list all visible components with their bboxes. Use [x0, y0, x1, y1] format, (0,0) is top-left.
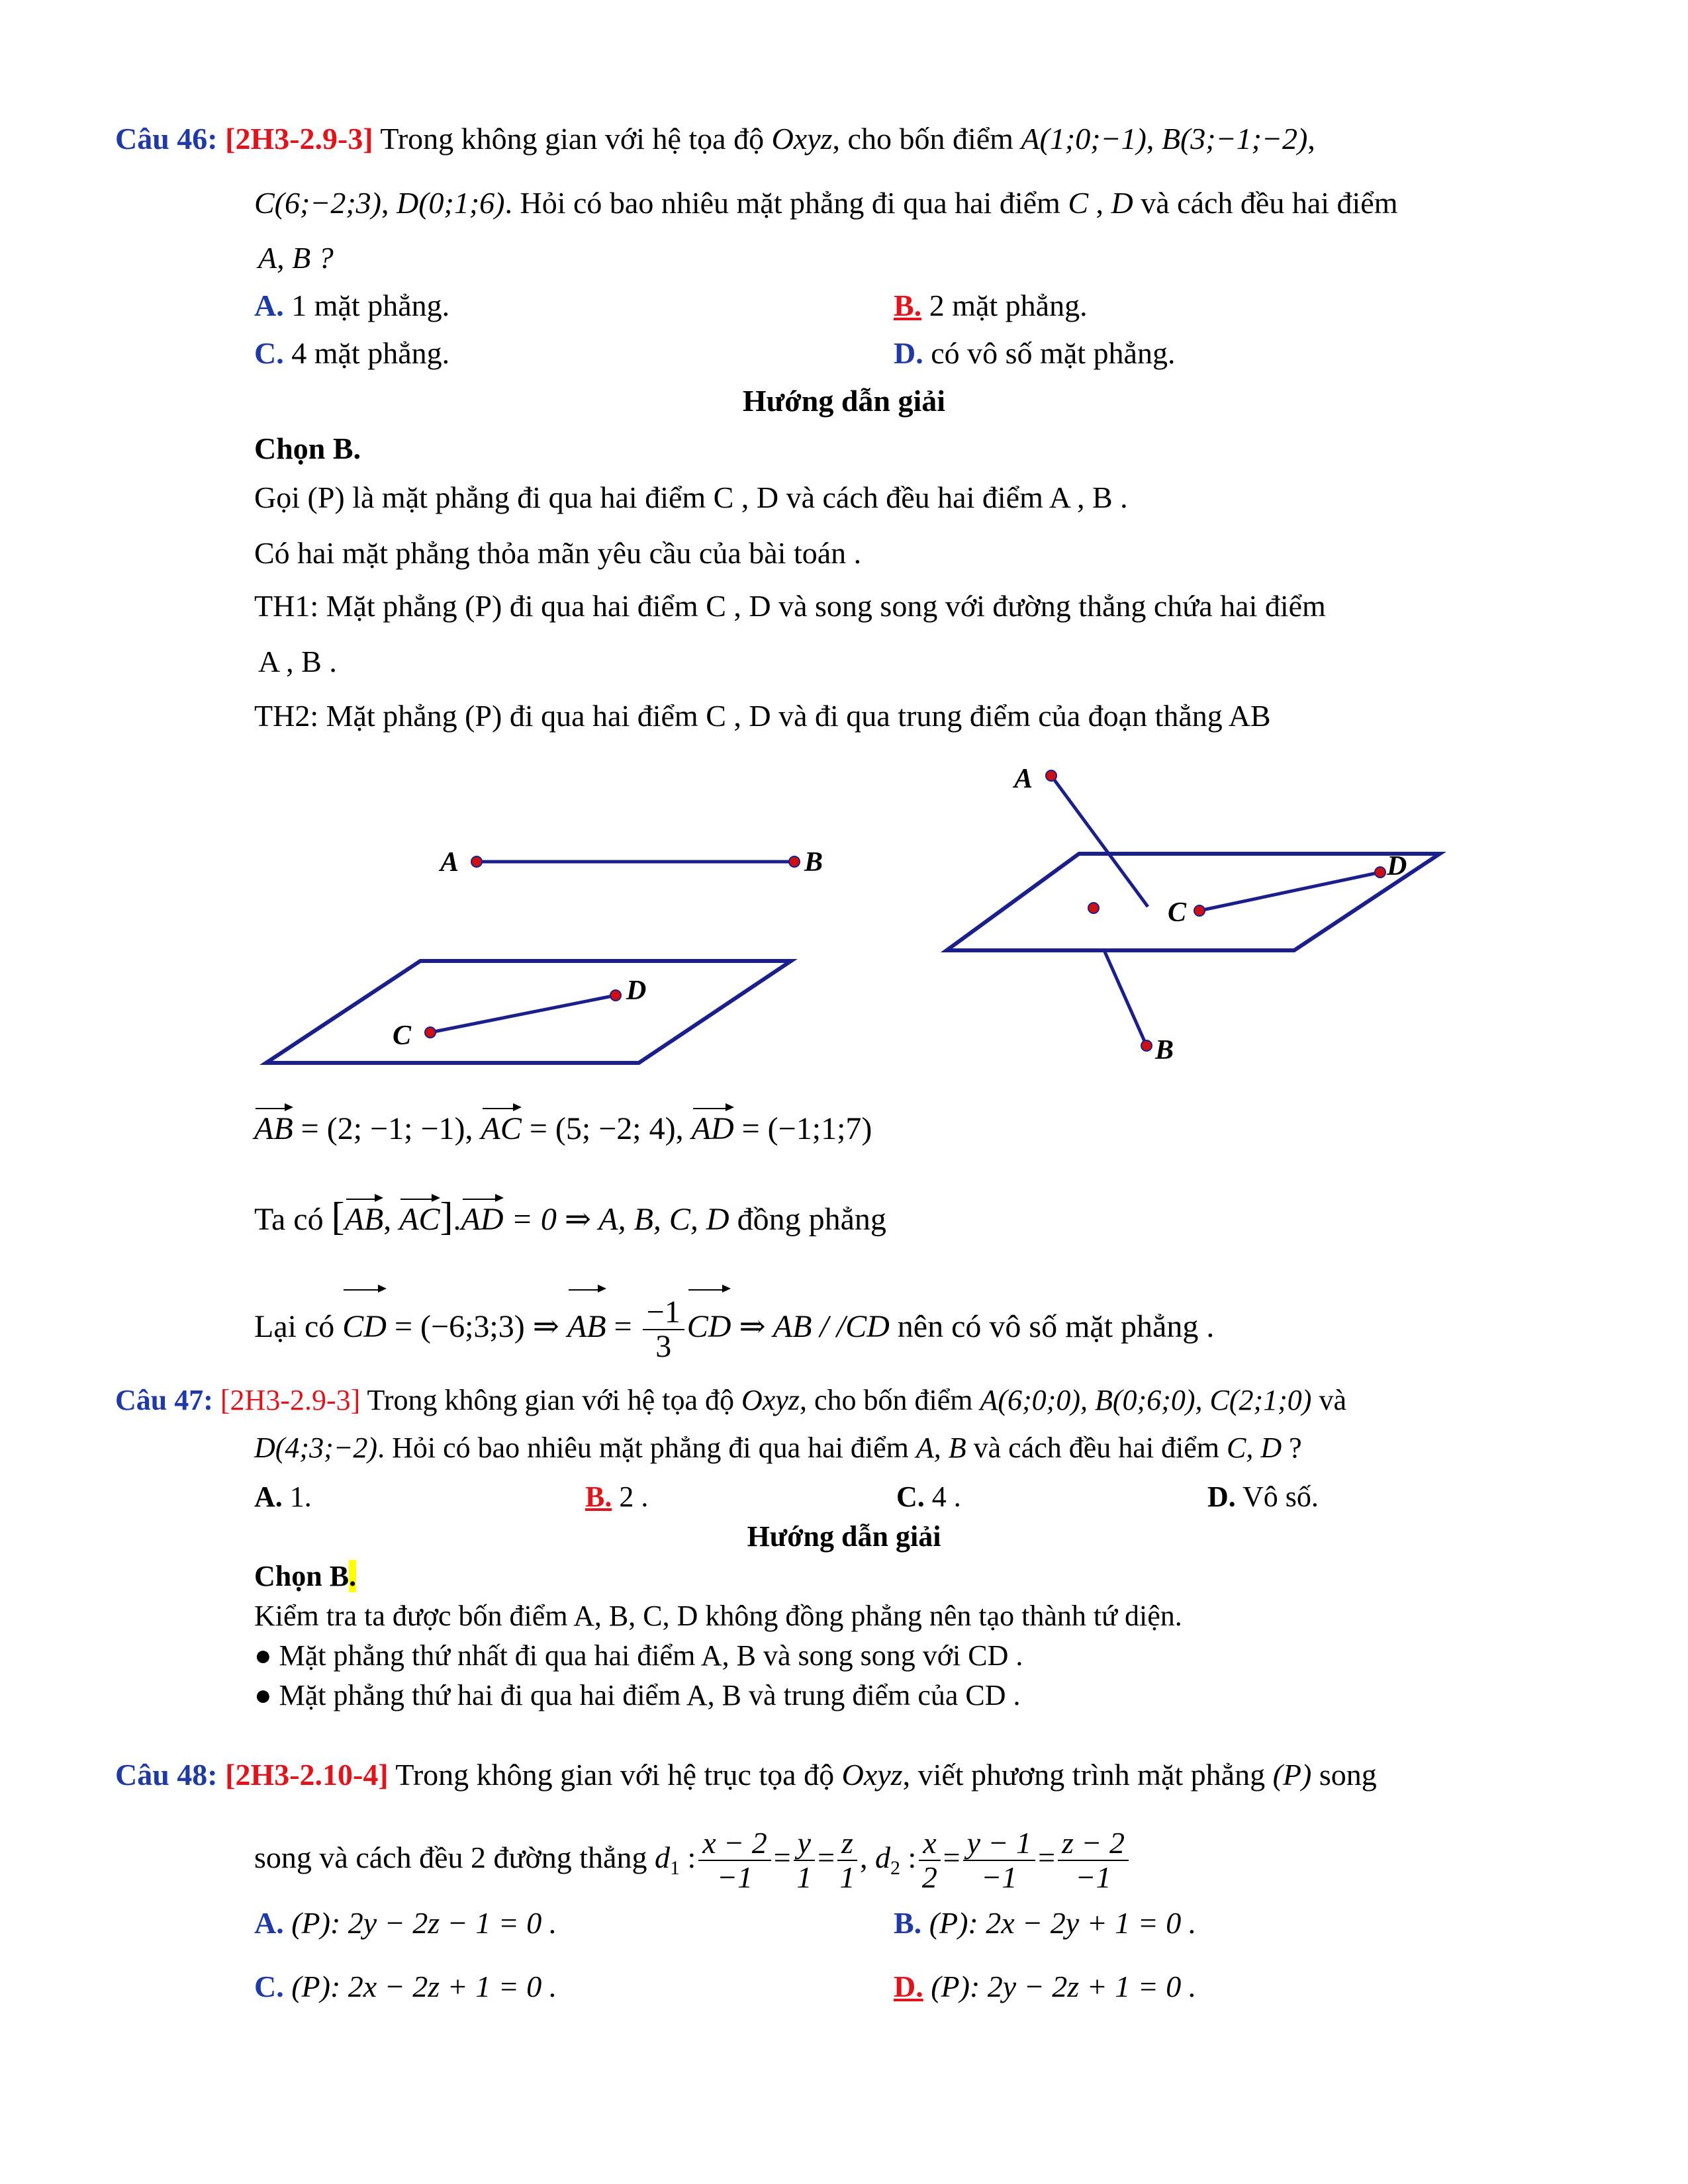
q47-option-b-key: B.	[585, 1480, 612, 1513]
q47-option-b[interactable]	[585, 1477, 648, 1517]
q48-d2-f2n: y − 1	[963, 1827, 1035, 1861]
q47-option-c-text: 4 .	[924, 1480, 961, 1513]
q48-option-c-text: (P): 2x − 2z + 1 = 0 .	[283, 1970, 557, 2003]
q48-d2-sub: 2	[890, 1857, 900, 1880]
q46-label: Câu 46:	[115, 122, 218, 156]
fig-right-label-b: B	[1155, 1035, 1174, 1066]
q48-d1-f3n: z	[837, 1827, 857, 1861]
fig-right-label-a: A	[1014, 764, 1033, 794]
q47-option-d[interactable]	[1207, 1477, 1319, 1517]
q47-and: và	[1311, 1384, 1346, 1416]
q46-figure-right	[927, 754, 1456, 1085]
q46-figure-left	[252, 821, 823, 1079]
q46-stem-line2: C(6;−2;3), D(0;1;6). Hỏi có bao nhiêu mặt phẳng đi qua hai điểm C , D và cách đều hai điểm	[254, 186, 1398, 220]
q48-d1-sub: 1	[669, 1857, 680, 1880]
q46-stem1: Trong không gian với hệ tọa độ	[373, 122, 772, 156]
q46-stem-line3: A, B ?	[258, 241, 334, 275]
coplanar-tail: đồng phẳng	[737, 1202, 886, 1237]
q46-option-c-text: 4 mặt phẳng.	[283, 336, 450, 370]
vec-ab: AB	[254, 1109, 293, 1149]
q48-option-a[interactable]	[254, 1903, 557, 1943]
q48-option-b-key: B.	[894, 1906, 922, 1940]
q46-sol-1: Gọi (P) là mặt phẳng đi qua hai điểm C , D và cách đều hai điểm A , B .	[254, 480, 1128, 514]
vec-ac: AC	[481, 1109, 522, 1149]
q48-option-c-key: C.	[254, 1970, 284, 2003]
q47-option-a-key: A.	[254, 1480, 283, 1513]
q46-option-b[interactable]	[894, 286, 1088, 326]
q46-option-d-key: D.	[894, 336, 923, 370]
q46-guide-heading: Hướng dẫn giải	[742, 384, 946, 418]
q48-d2-f2d: −1	[981, 1860, 1017, 1895]
q48-d2: d	[874, 1841, 890, 1874]
vec-ac-val: = (5; −2; 4),	[521, 1111, 692, 1146]
parallel-pre: Lại có	[254, 1309, 343, 1344]
q48-option-c[interactable]	[254, 1967, 557, 2007]
q46-point-b: B(3;−1;−2)	[1161, 122, 1308, 156]
q46-option-c-key: C.	[254, 336, 284, 370]
q46-coplanar-line: Ta có [AB, AC].AD = 0 ⇒ A, B, C, D đồng phẳng	[254, 1195, 886, 1238]
q47-sol-1: Kiểm tra ta được bốn điểm A, B, C, D không đồng phẳng nên tạo thành tứ diện.	[254, 1600, 1182, 1632]
q48-stem3: song	[1311, 1758, 1377, 1792]
q46-parallel-line: Lại có CD = (−6;3;3) ⇒ AB = $\frac{-1}{3}$ CD ⇒ AB / /CD nên có vô số mặt phẳng .	[254, 1291, 1214, 1363]
q48-stem2: , viết phương trình mặt phẳng	[902, 1758, 1273, 1792]
q46-sol-2: Có hai mặt phẳng thỏa mãn yêu cầu của bài toán .	[254, 536, 862, 570]
q46-stem2: , cho bốn điểm	[832, 122, 1021, 156]
q46-sol-5: TH2: Mặt phẳng (P) đi qua hai điểm C , D và đi qua trung điểm của đoạn thẳng AB	[254, 699, 1271, 733]
q48-d2-frac3	[1058, 1827, 1129, 1894]
q48-option-b-text: (P): 2x − 2y + 1 = 0 .	[921, 1906, 1197, 1940]
q47-label: Câu 47:	[115, 1384, 213, 1416]
q46-point-c: C(6;−2;3)	[254, 186, 381, 220]
fig-left-label-a: A	[440, 847, 459, 878]
q48-label: Câu 48:	[115, 1758, 218, 1792]
q46-option-a[interactable]	[254, 286, 449, 326]
q47-option-a-text: 1.	[282, 1480, 312, 1513]
q46-stem-line1: Câu 46: [2H3-2.9-3] Trong không gian với hệ tọa độ Oxyz, cho bốn điểm A(1;0;−1), B(3;−1;−2),	[115, 122, 1315, 156]
q47-guide-heading: Hướng dẫn giải	[747, 1520, 941, 1553]
q48-d2-frac2	[963, 1827, 1035, 1894]
q48-d1-f2d: 1	[796, 1860, 812, 1895]
q46-option-a-text: 1 mặt phẳng.	[283, 289, 450, 322]
q47-oxyz: Oxyz	[741, 1384, 800, 1416]
q48-stem4: song và cách đều 2 đường thẳng	[254, 1841, 655, 1874]
q46-point-a: A(1;0;−1)	[1021, 122, 1147, 156]
vec-ad-val: = (−1;1;7)	[733, 1111, 872, 1146]
q47-option-d-text: Vô số.	[1235, 1480, 1319, 1513]
fig-right-label-d: D	[1387, 851, 1407, 882]
q46-stem3: . Hỏi có bao nhiêu mặt phẳng đi qua hai điểm	[504, 186, 1068, 220]
coplanar-pre: Ta có	[254, 1202, 332, 1237]
q48-d2-f1d: 2	[921, 1860, 937, 1895]
q47-option-d-key: D.	[1207, 1480, 1236, 1513]
q46-option-d-text: có vô số mặt phẳng.	[923, 336, 1176, 370]
q47-choose-text: Chọn B	[254, 1560, 350, 1592]
parallel-cd-val: = (−6;3;3) ⇒	[386, 1309, 567, 1344]
parallel-den: 3	[655, 1328, 672, 1364]
vec-ad: AD	[692, 1109, 734, 1149]
q47-stem3: . Hỏi có bao nhiêu mặt phẳng đi qua hai điểm	[377, 1432, 916, 1464]
q47-ab: A, B	[915, 1432, 966, 1464]
q46-oxyz: Oxyz	[771, 122, 833, 156]
q47-choose	[254, 1557, 356, 1596]
q48-option-d[interactable]	[894, 1967, 1196, 2007]
q48-option-b[interactable]	[894, 1903, 1196, 1943]
q48-option-a-key: A.	[254, 1906, 284, 1940]
q48-stem-line1	[115, 1755, 1377, 1795]
q48-d2-f1n: x	[919, 1827, 940, 1861]
fig-left-label-b: B	[804, 847, 823, 878]
coplanar-post: = 0 ⇒ A, B, C, D	[503, 1202, 737, 1237]
q46-option-b-text: 2 mặt phẳng.	[921, 289, 1088, 322]
q47-stem1: Trong không gian với hệ tọa độ	[360, 1384, 742, 1416]
q47-points: A(6;0;0), B(0;6;0), C(2;1;0)	[980, 1384, 1312, 1416]
q48-d1-f2n: y	[794, 1827, 815, 1861]
fig-left-label-c: C	[393, 1021, 412, 1051]
q48-option-d-key: D.	[894, 1970, 923, 2003]
q46-option-a-key: A.	[254, 289, 284, 322]
q48-d1-f1d: −1	[716, 1860, 753, 1895]
q47-option-a[interactable]	[254, 1477, 312, 1517]
q46-choose: Chọn B.	[254, 432, 361, 465]
q47-option-c-key: C.	[896, 1480, 925, 1513]
q47-point-d: D(4;3;−2)	[254, 1432, 378, 1464]
q47-sol-3: ● Mặt phẳng thứ hai đi qua hai điểm A, B và trung điểm của CD .	[254, 1679, 1021, 1711]
q46-sol-3: TH1: Mặt phẳng (P) đi qua hai điểm C , D và song song với đường thẳng chứa hai điểm	[254, 589, 1326, 623]
q46-sol-4: A , B .	[258, 645, 337, 678]
parallel-eq: =	[606, 1309, 640, 1344]
q48-option-a-text: (P): 2y − 2z − 1 = 0 .	[283, 1906, 557, 1940]
q47-stem4: và cách đều hai điểm	[966, 1432, 1227, 1464]
q48-d2-f3d: −1	[1075, 1860, 1111, 1895]
parallel-tail: nên có vô số mặt phẳng .	[897, 1309, 1215, 1344]
q47-stem-line1	[115, 1381, 1346, 1420]
q48-d1-frac1	[698, 1827, 771, 1894]
q47-option-b-text: 2 .	[612, 1480, 649, 1513]
q46-option-c[interactable]	[254, 334, 449, 373]
parallel-fraction	[643, 1296, 684, 1363]
q47-option-c[interactable]	[896, 1477, 961, 1517]
parallel-post: ⇒ AB / /CD	[731, 1309, 898, 1344]
q48-plane-p: (P)	[1272, 1758, 1312, 1792]
q48-d2-frac1	[919, 1827, 940, 1894]
q48-d1-f1n: x − 2	[698, 1827, 771, 1861]
q47-code: [2H3-2.9-3]	[220, 1384, 361, 1416]
q46-point-d: D(0;1;6)	[397, 186, 505, 220]
q48-stem1: Trong không gian với hệ trục tọa độ	[388, 1758, 842, 1792]
q48-d2-f3n: z − 2	[1058, 1827, 1129, 1861]
q47-q: ?	[1282, 1432, 1302, 1464]
fig-left-label-d: D	[626, 976, 647, 1006]
q48-d1-frac2	[794, 1827, 815, 1894]
q48-stem-line2: song và cách đều 2 đường thẳng $d_1$ : $\frac{x - 2}{-1}$ = $\frac{y}{1}$ = $\frac{z}{1}$ , $d_2$ : $\frac{x}{2}$ = $\frac{y - 1}{-1}$ = $\frac{z - 2}{-1}$	[254, 1821, 1131, 1905]
q48-option-d-text: (P): 2y − 2z + 1 = 0 .	[923, 1970, 1197, 2003]
q46-option-b-key: B.	[894, 289, 922, 322]
q47-stem2: , cho bốn điểm	[799, 1384, 980, 1416]
q47-cd: C, D	[1227, 1432, 1282, 1464]
q47-choose-highlight: .	[349, 1560, 357, 1592]
q46-code: [2H3-2.9-3]	[225, 122, 373, 156]
q48-d1: d	[654, 1841, 670, 1874]
coplanar-dot: .	[453, 1202, 461, 1237]
parallel-num: −1	[643, 1296, 684, 1330]
fig-right-label-c: C	[1168, 897, 1187, 928]
q48-code: [2H3-2.10-4]	[225, 1758, 389, 1792]
vec-ab-val: = (2; −1; −1),	[293, 1111, 481, 1146]
q47-stem-line2	[254, 1428, 1302, 1468]
q46-vector-line	[254, 1109, 872, 1149]
q48-oxyz: Oxyz	[841, 1758, 903, 1792]
q46-option-d[interactable]	[894, 334, 1175, 373]
q48-d1-frac3	[837, 1827, 857, 1894]
q48-d1-f3d: 1	[839, 1860, 855, 1895]
q47-sol-2: ● Mặt phẳng thứ nhất đi qua hai điểm A, B và song song với CD .	[254, 1639, 1023, 1672]
q46-stem4: và cách đều hai điểm	[1133, 186, 1398, 220]
